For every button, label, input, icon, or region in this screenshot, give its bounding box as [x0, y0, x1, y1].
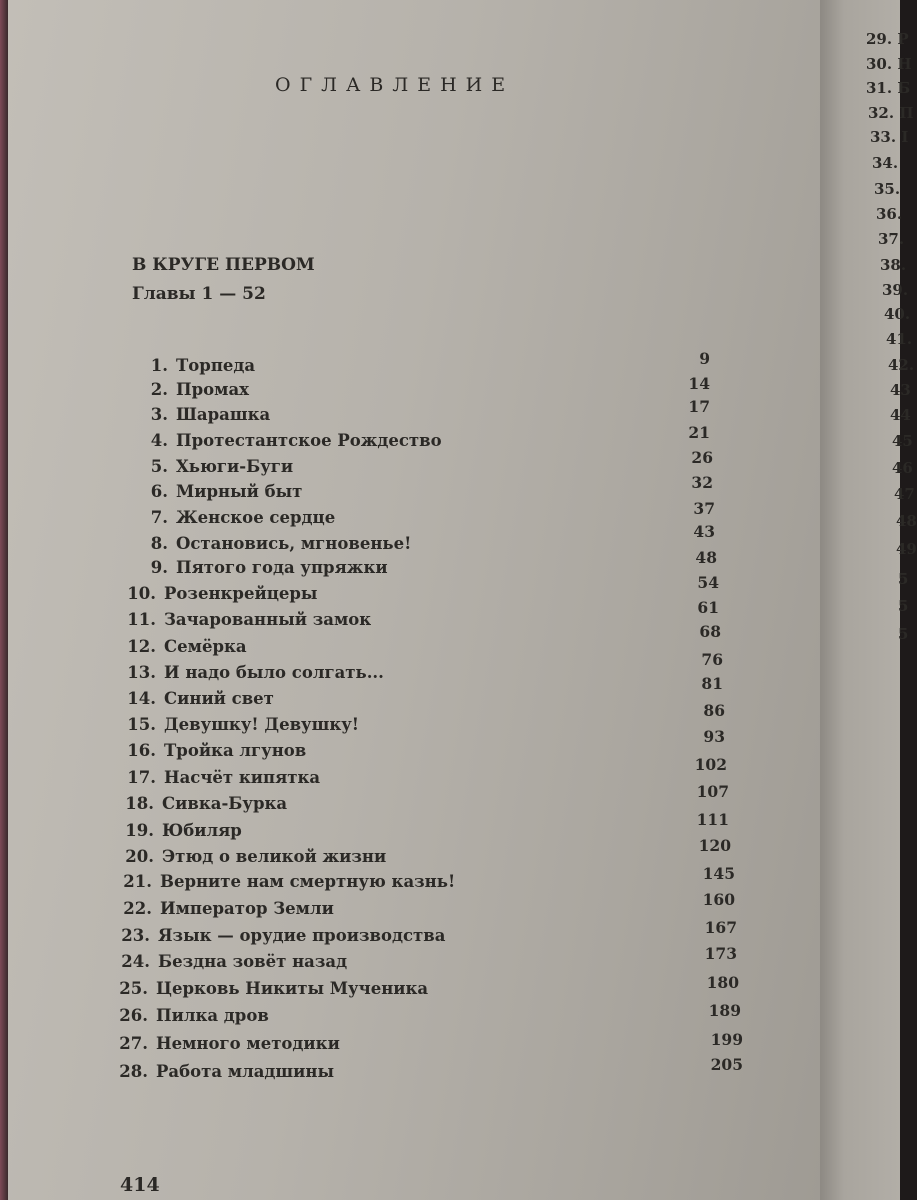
chapter-number: 12. [127, 637, 156, 656]
chapter-title: Промах [176, 380, 249, 399]
chapter-title: Этюд о великой жизни [162, 847, 387, 866]
chapter-page-number: 120 [698, 836, 731, 855]
chapter-page-number: 54 [697, 573, 719, 592]
adjacent-chapter-number: 29. Р [866, 30, 909, 48]
part-title: В КРУГЕ ПЕРВОМ [132, 255, 315, 275]
chapter-number: 26. [119, 1006, 148, 1025]
chapter-title: И надо было солгать... [164, 663, 384, 682]
toc-entry [138, 431, 442, 450]
chapter-title: Протестантское Рождество [176, 431, 442, 450]
chapter-number: 6. [150, 482, 168, 501]
chapter-number: 20. [125, 847, 154, 866]
chapter-title: Тройка лгунов [164, 741, 307, 760]
chapter-number: 23. [121, 926, 150, 945]
chapter-number: 22. [123, 899, 152, 918]
chapter-page-number: 17 [688, 397, 710, 416]
chapter-number: 17. [127, 768, 156, 787]
chapter-number: 1. [150, 356, 168, 375]
adjacent-chapter-number: 46 [892, 459, 913, 477]
chapter-title: Остановись, мгновенье! [176, 534, 412, 553]
chapter-number: 11. [127, 610, 156, 629]
toc-entry [120, 952, 347, 971]
adjacent-chapter-number: 47 [894, 485, 915, 503]
chapter-number: 9. [150, 558, 168, 577]
adjacent-chapter-number: 30. Н [866, 55, 912, 73]
chapter-page-number: 48 [695, 548, 717, 567]
adjacent-chapter-number: 32. П [868, 104, 914, 122]
chapter-number: 16. [127, 741, 156, 760]
adjacent-chapter-number: 43 [890, 381, 911, 399]
toc-entry [120, 926, 445, 945]
chapter-title: Язык — орудие производства [158, 926, 446, 945]
chapter-title: Синий свет [164, 689, 274, 708]
chapter-page-number: 26 [691, 448, 713, 467]
toc-entry [138, 482, 302, 501]
chapter-page-number: 107 [696, 782, 729, 801]
chapter-page-number: 189 [708, 1001, 741, 1020]
adjacent-chapter-number: 33. І [870, 128, 909, 146]
chapter-title: Пятого года упряжки [176, 558, 388, 577]
adjacent-chapter-number: 37. [878, 230, 905, 248]
toc-entry [138, 380, 249, 399]
chapter-number: 8. [150, 534, 168, 553]
adjacent-chapter-number: 42. [888, 356, 915, 374]
toc-entry [126, 584, 317, 603]
chapter-page-number: 145 [702, 864, 735, 883]
chapter-page-number: 9 [699, 349, 710, 368]
toc-entry [138, 356, 255, 375]
chapter-title: Пилка дров [156, 1006, 269, 1025]
adjacent-page [820, 0, 917, 1200]
adjacent-chapter-number: 31. Б [866, 79, 911, 97]
chapter-page-number: 173 [704, 944, 737, 963]
toc-entry [126, 610, 371, 629]
chapter-page-number: 32 [691, 473, 713, 492]
chapter-page-number: 14 [688, 374, 710, 393]
adjacent-chapter-number: 34. [872, 154, 899, 172]
adjacent-chapter-number: 38. [880, 256, 907, 274]
adjacent-chapter-number: 5 [898, 625, 909, 643]
adjacent-chapter-number: 44 [890, 406, 911, 424]
adjacent-chapter-number: 5 [898, 570, 909, 588]
chapter-page-number: 93 [703, 727, 725, 746]
toc-entry [126, 768, 320, 787]
chapter-page-number: 111 [696, 810, 729, 829]
chapter-number: 28. [119, 1062, 148, 1081]
chapter-page-number: 61 [697, 598, 719, 617]
chapter-page-number: 167 [704, 918, 737, 937]
chapter-title: Женское сердце [176, 508, 336, 527]
chapter-page-number: 205 [710, 1055, 743, 1074]
chapter-number: 5. [150, 457, 168, 476]
toc-entry [126, 637, 247, 656]
chapter-number: 2. [150, 380, 168, 399]
chapter-page-number: 43 [693, 522, 715, 541]
adjacent-chapter-number: 48 [896, 512, 917, 530]
book-edge [0, 0, 8, 1200]
book-page [8, 0, 820, 1200]
chapter-number: 4. [150, 431, 168, 450]
chapter-number: 10. [127, 584, 156, 603]
toc-entry [124, 794, 287, 813]
chapter-number: 25. [119, 979, 148, 998]
chapter-number: 7. [150, 508, 168, 527]
chapter-title: Хьюги-Буги [176, 457, 294, 476]
toc-entry [138, 457, 293, 476]
part-subtitle: Главы 1 — 52 [132, 284, 266, 304]
toc-entry [126, 741, 306, 760]
adjacent-chapter-number: 40. [884, 305, 911, 323]
toc-entry [126, 663, 384, 682]
toc-entry [118, 1034, 340, 1053]
chapter-page-number: 160 [702, 890, 735, 909]
chapter-page-number: 21 [688, 423, 710, 442]
chapter-number: 21. [123, 872, 152, 891]
chapter-title: Девушку! Девушку! [164, 715, 360, 734]
chapter-number: 14. [127, 689, 156, 708]
toc-entry [124, 821, 242, 840]
toc-entry [118, 1062, 334, 1081]
chapter-title: Семёрка [164, 637, 247, 656]
toc-entry [122, 899, 334, 918]
chapter-title: Насчёт кипятка [164, 768, 321, 787]
toc-entry [124, 847, 386, 866]
chapter-number: 13. [127, 663, 156, 682]
chapter-title: Бездна зовёт назад [158, 952, 348, 971]
chapter-page-number: 81 [701, 674, 723, 693]
chapter-page-number: 102 [694, 755, 727, 774]
toc-entry [138, 405, 270, 424]
adjacent-chapter-number: 49 [896, 540, 917, 558]
chapter-page-number: 199 [710, 1030, 743, 1049]
toc-entry [138, 558, 388, 577]
chapter-title: Император Земли [160, 899, 334, 918]
adjacent-chapter-number: 39. [882, 281, 909, 299]
adjacent-chapter-number: 35. [874, 180, 901, 198]
chapter-title: Сивка-Бурка [162, 794, 288, 813]
chapter-title: Торпеда [176, 356, 256, 375]
chapter-title: Зачарованный замок [164, 610, 372, 629]
chapter-number: 3. [150, 405, 168, 424]
chapter-title: Работа младшины [156, 1062, 335, 1081]
chapter-number: 27. [119, 1034, 148, 1053]
adjacent-chapter-number: 36. [876, 205, 903, 223]
chapter-page-number: 68 [699, 622, 721, 641]
page-folio: 414 [120, 1174, 160, 1196]
chapter-page-number: 180 [706, 973, 739, 992]
chapter-page-number: 86 [703, 701, 725, 720]
chapter-number: 15. [127, 715, 156, 734]
chapter-title: Мирный быт [176, 482, 303, 501]
chapter-title: Розенкрейцеры [164, 584, 318, 603]
chapter-title: Немного методики [156, 1034, 340, 1053]
adjacent-chapter-number: 5 [898, 597, 909, 615]
chapter-title: Церковь Никиты Мученика [156, 979, 429, 998]
adjacent-chapter-number: 41. [886, 330, 913, 348]
chapter-page-number: 76 [701, 650, 723, 669]
toc-entry [126, 715, 359, 734]
toc-entry [126, 689, 274, 708]
chapter-page-number: 37 [693, 499, 715, 518]
toc-entry [118, 1006, 269, 1025]
chapter-title: Юбиляр [162, 821, 242, 840]
chapter-title: Шарашка [176, 405, 271, 424]
toc-entry [138, 508, 335, 527]
adjacent-chapter-number: 45 [892, 432, 913, 450]
chapter-title: Верните нам смертную казнь! [160, 872, 456, 891]
chapter-number: 24. [121, 952, 150, 971]
chapter-number: 18. [125, 794, 154, 813]
toc-title: ОГЛАВЛЕНИЕ [275, 74, 515, 96]
toc-entry [122, 872, 455, 891]
chapter-number: 19. [125, 821, 154, 840]
toc-entry [138, 534, 411, 553]
toc-entry [118, 979, 428, 998]
